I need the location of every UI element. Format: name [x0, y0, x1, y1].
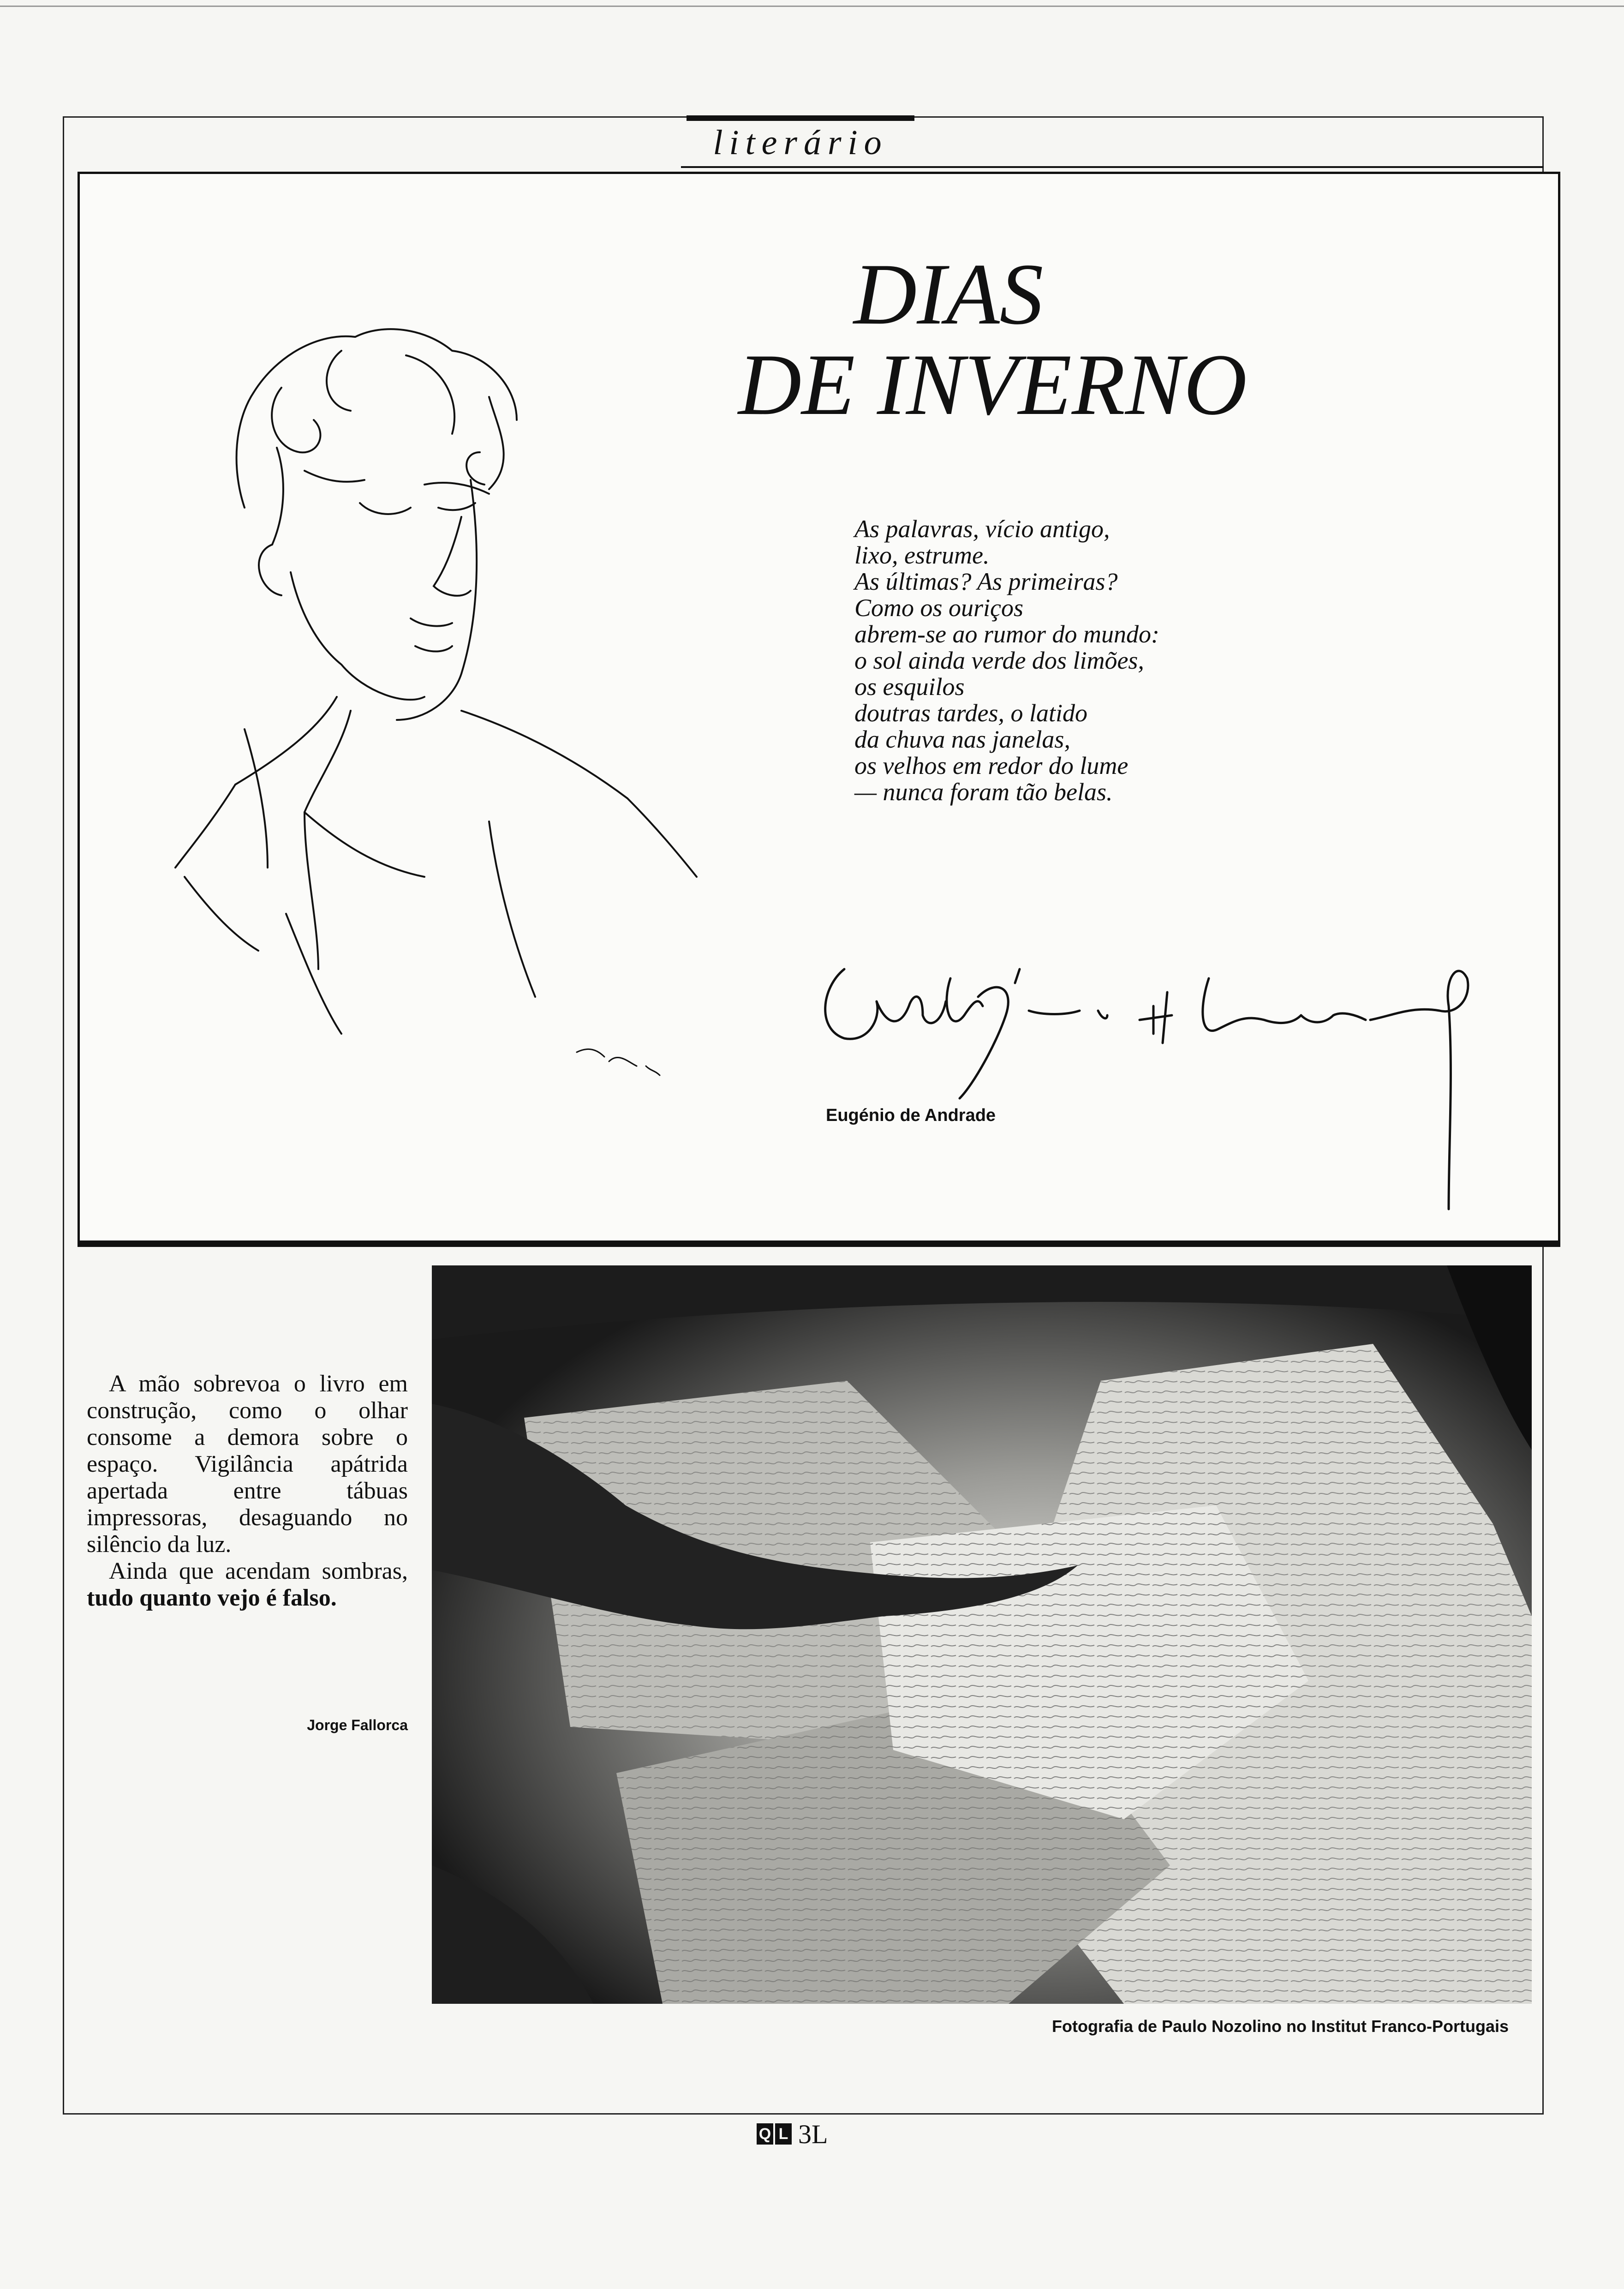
- prose-paragraph-1: A mão sobrevoa o livro em construção, como o olhar consome a demora sobre o espaço. Vigilância apátrida apertada entre tábuas impressoras, desaguando no silêncio da luz.: [87, 1371, 408, 1558]
- section-label: literário: [713, 123, 888, 162]
- prose-author: Jorge Fallorca: [307, 1717, 408, 1733]
- poem-line: Como os ouriços: [854, 594, 1024, 622]
- poem-line: o sol ainda verde dos limões,: [854, 647, 1144, 674]
- poem-line: os esquilos: [854, 673, 965, 701]
- poem-title-line-2: DE INVERNO: [738, 336, 1247, 433]
- manuscript-photo: [432, 1265, 1532, 2004]
- top-edge-rule: [0, 6, 1624, 7]
- poem-title-line-1: DIAS: [854, 246, 1044, 343]
- poem-line: os velhos em redor do lume: [854, 752, 1128, 779]
- poem-line: As palavras, vício antigo,: [854, 515, 1110, 543]
- newspaper-logo: [757, 2123, 792, 2145]
- prose-paragraph-2: [87, 1558, 408, 1612]
- prose-paragraph-2-bold: tudo quanto vejo é falso.: [87, 1585, 337, 1611]
- poem-title: [738, 246, 1384, 433]
- portrait-sketch: [166, 314, 710, 1108]
- poem-line: da chuva nas janelas,: [854, 725, 1070, 753]
- page-folio: [757, 2120, 828, 2148]
- poem-line: abrem-se ao rumor do mundo:: [854, 620, 1159, 648]
- poem-line: As últimas? As primeiras?: [854, 568, 1118, 595]
- section-tab-bar: [687, 115, 914, 121]
- poem-line: doutras tardes, o latido: [854, 699, 1088, 727]
- poem-text: [854, 516, 1270, 805]
- page-number: 3L: [798, 2119, 828, 2149]
- section-rule: [681, 166, 1544, 168]
- poem-line: — nunca foram tão belas.: [854, 778, 1113, 806]
- author-signature: [803, 951, 1522, 1223]
- prose-paragraph-2-start: Ainda que acendam sombras,: [109, 1558, 408, 1584]
- prose-text: [87, 1371, 408, 1612]
- logo-letter: Q: [757, 2123, 773, 2145]
- photo-caption: Fotografia de Paulo Nozolino no Institut Franco-Portugais: [1052, 2017, 1509, 2036]
- poem-author: Eugénio de Andrade: [826, 1106, 996, 1125]
- logo-letter: L: [775, 2123, 792, 2145]
- poem-line: lixo, estrume.: [854, 541, 990, 569]
